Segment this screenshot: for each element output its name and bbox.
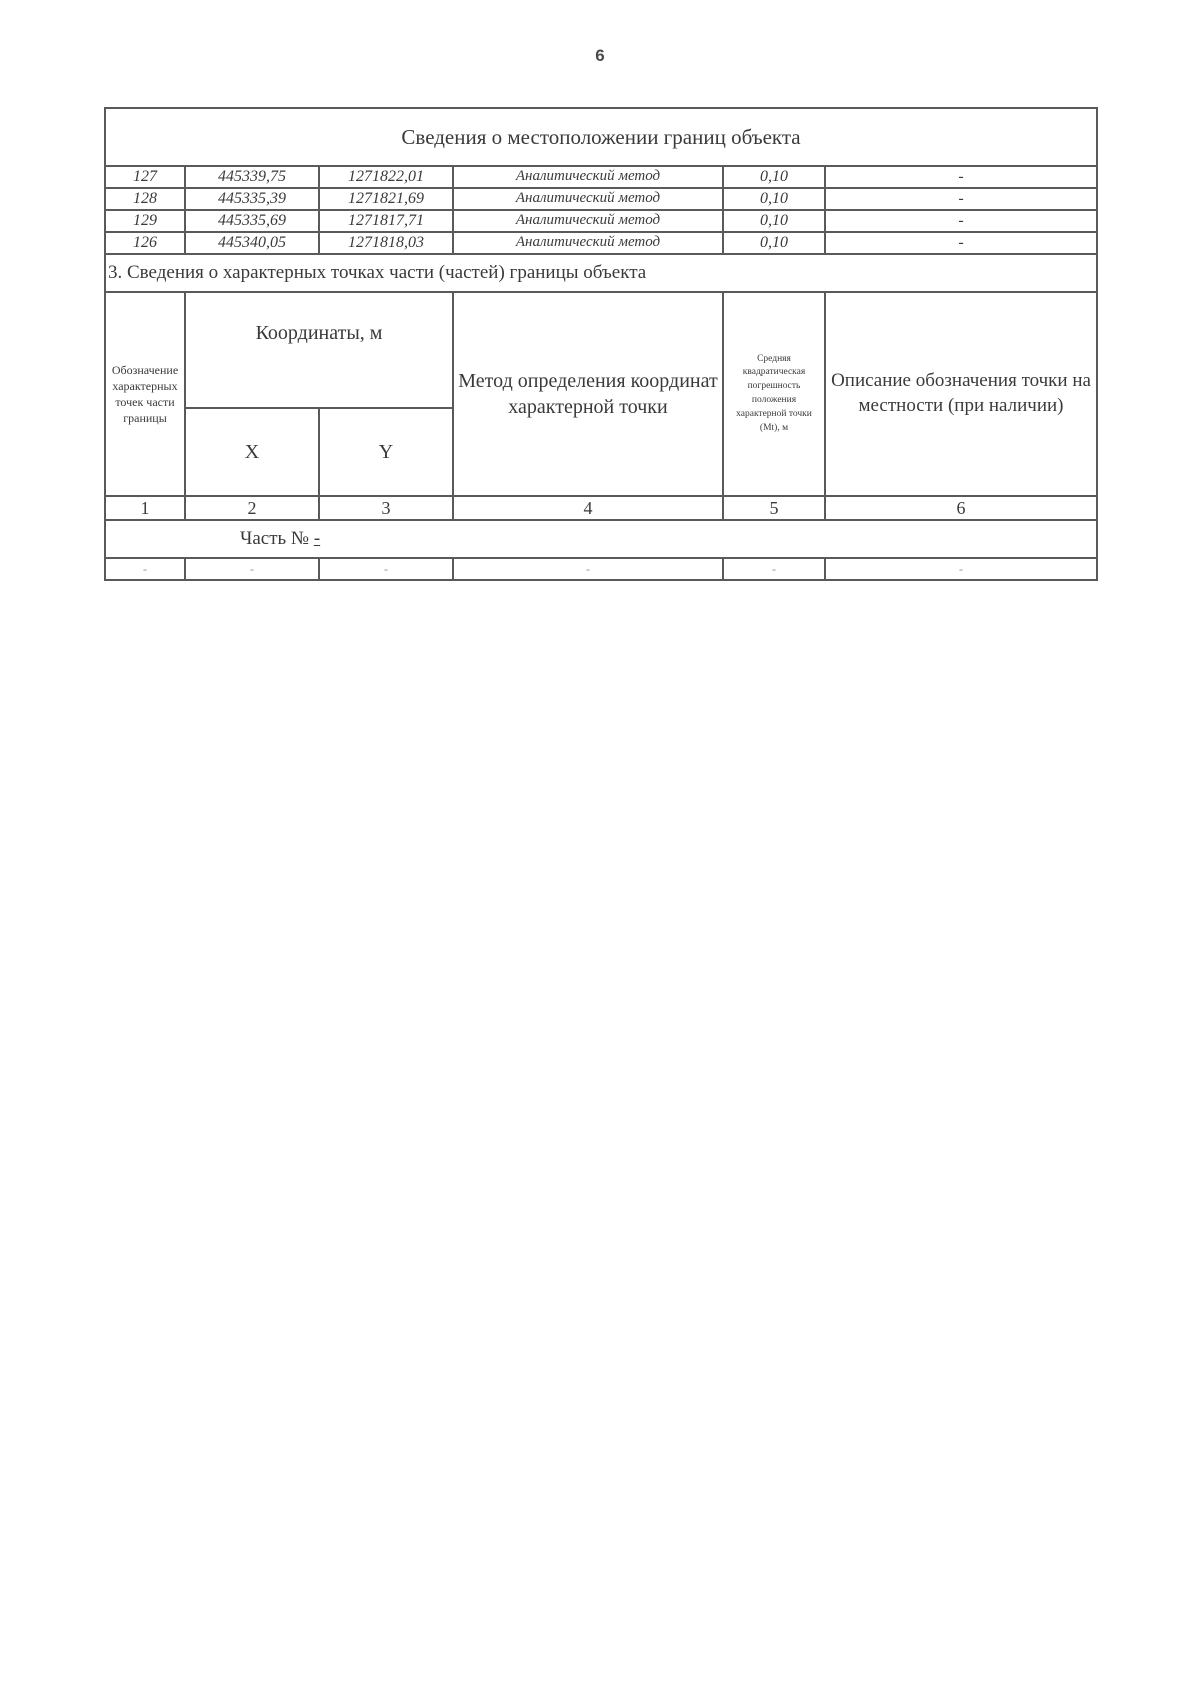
- point-id: 127: [105, 166, 185, 188]
- description: -: [825, 166, 1097, 188]
- table-row: [105, 188, 1097, 210]
- error: 0,10: [723, 166, 825, 188]
- table-row: [105, 210, 1097, 232]
- empty-cell: -: [723, 558, 825, 580]
- description: -: [825, 210, 1097, 232]
- coord-y: 1271821,69: [319, 188, 453, 210]
- header-x: X: [185, 408, 319, 496]
- method: Аналитический метод: [453, 232, 723, 254]
- column-number: 2: [185, 496, 319, 520]
- empty-cell: -: [453, 558, 723, 580]
- coord-x: 445339,75: [185, 166, 319, 188]
- description: -: [825, 232, 1097, 254]
- part-label: Часть №: [240, 528, 310, 550]
- error: 0,10: [723, 232, 825, 254]
- coord-x: 445335,69: [185, 210, 319, 232]
- error: 0,10: [723, 188, 825, 210]
- point-id: 128: [105, 188, 185, 210]
- table-row: [105, 166, 1097, 188]
- coord-x: 445340,05: [185, 232, 319, 254]
- column-number: 5: [723, 496, 825, 520]
- coord-y: 1271822,01: [319, 166, 453, 188]
- header-description: Описание обозначения точки на местности (при наличии): [825, 292, 1097, 496]
- column-numbers-row: [105, 496, 1097, 520]
- method: Аналитический метод: [453, 188, 723, 210]
- boundary-table: [104, 107, 1098, 581]
- empty-cell: -: [825, 558, 1097, 580]
- page-number: 6: [595, 46, 605, 65]
- point-id: 126: [105, 232, 185, 254]
- table-title: Сведения о местоположении границ объекта: [105, 108, 1097, 166]
- header-method: Метод определения координат характерной точки: [453, 292, 723, 496]
- coord-y: 1271817,71: [319, 210, 453, 232]
- column-number: 6: [825, 496, 1097, 520]
- part-row: [105, 520, 1097, 558]
- column-number: 1: [105, 496, 185, 520]
- header-point-designation: Обозначение характерных точек части границы: [105, 292, 185, 496]
- error: 0,10: [723, 210, 825, 232]
- section-3-title: 3. Сведения о характерных точках части (частей) границы объекта: [105, 254, 1097, 292]
- header-y: Y: [319, 408, 453, 496]
- coord-x: 445335,39: [185, 188, 319, 210]
- coord-y: 1271818,03: [319, 232, 453, 254]
- empty-cell: -: [319, 558, 453, 580]
- header-error: Средняя квадратическая погрешность положения характерной точки (Mt), м: [723, 292, 825, 496]
- table-row: [105, 558, 1097, 580]
- column-number: 4: [453, 496, 723, 520]
- description: -: [825, 188, 1097, 210]
- part-value: -: [313, 528, 321, 550]
- column-number: 3: [319, 496, 453, 520]
- header-coordinates: Координаты, м: [185, 292, 453, 408]
- table-row: [105, 232, 1097, 254]
- method: Аналитический метод: [453, 210, 723, 232]
- empty-cell: -: [185, 558, 319, 580]
- empty-cell: -: [105, 558, 185, 580]
- method: Аналитический метод: [453, 166, 723, 188]
- point-id: 129: [105, 210, 185, 232]
